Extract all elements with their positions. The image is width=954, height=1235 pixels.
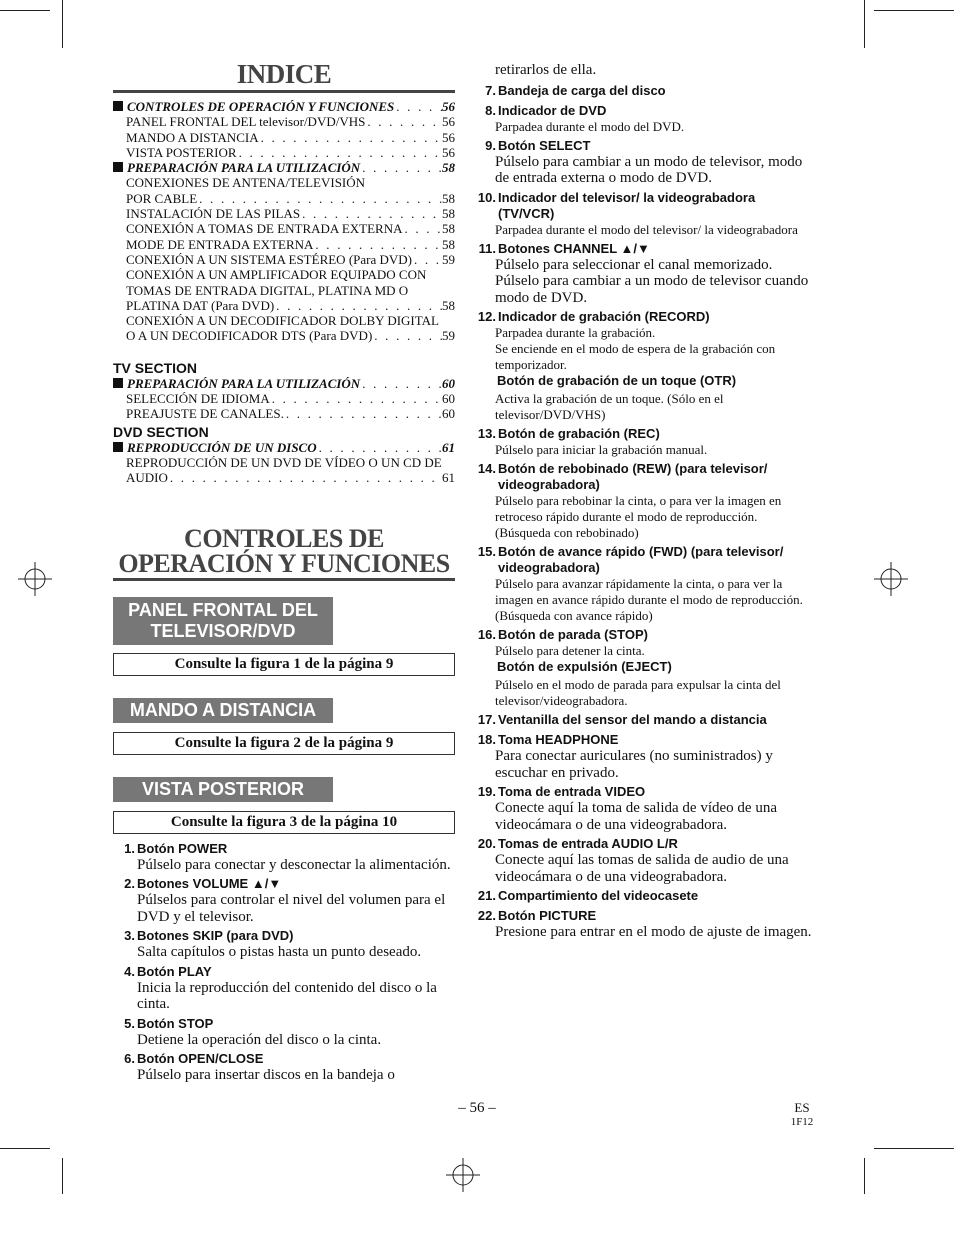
list-item: 5. Botón STOP Detiene la operación del disco o la cinta. (113, 1016, 455, 1049)
toc-entry[interactable]: INSTALACIÓN DE LAS PILAS . . . 58 (113, 206, 455, 221)
item-description: Parpadea durante el modo del televisor/ la videograbadora (495, 221, 798, 237)
panel-frontal-banner: PANEL FRONTAL DEL TELEVISOR/DVD (113, 597, 333, 645)
item-title: Botón de rebobinado (REW) (para televisor/ videograbadora) (498, 461, 768, 492)
item-description: Púlselo para cambiar a un modo de televisor, modo de entrada externa o modo de DVD. (495, 153, 803, 186)
list-item: 8. Indicador de DVD Parpadea durante el modo del DVD. (472, 103, 812, 135)
bullet-square-icon (113, 162, 123, 172)
item-description: Púlselo en el modo de parada para expulsar la cinta del televisor/videograbadora. (495, 677, 781, 708)
item-title: Botones CHANNEL ▲/▼ (498, 240, 650, 256)
item-title: Tomas de entrada AUDIO L/R (498, 836, 678, 851)
list-item: 15. Botón de avance rápido (FWD) (para televisor/ videograbadora) Púlselo para avanzar rápidamente la cinta, o para ver la imagen en avance rápido durante el modo de reproducción. (Búsqueda con avance rápido) (472, 544, 812, 624)
toc-entry[interactable]: VISTA POSTERIOR . . . 56 (113, 145, 455, 160)
item-title: Toma HEADPHONE (498, 732, 619, 747)
item-description: Para conectar auriculares (no suministrados) y escuchar en privado. (495, 748, 773, 781)
crop-mark (0, 1148, 50, 1149)
list-item: 14. Botón de rebobinado (REW) (para televisor/ videograbadora) Púlselo para rebobinar la cinta, o para ver la imagen en retroceso rápido durante el modo de reproducción. (Búsqueda con rebobinado) (472, 461, 812, 541)
item-title: Botón STOP (137, 1015, 214, 1031)
item-description: Púlselo para avanzar rápidamente la cinta, o para ver la imagen en avance rápido durante el modo de reproducción. (Búsqueda con avance rápido) (495, 576, 803, 623)
list-item: 2. Botones VOLUME ▲/▼ Púlselos para controlar el nivel del volumen para el DVD y el televisor. (113, 876, 455, 925)
bullet-square-icon (113, 378, 123, 388)
toc-entry[interactable]: O A UN DECODIFICADOR DTS (Para DVD) . . . 59 (113, 328, 455, 343)
toc-entry[interactable]: CONEXIÓN A UN SISTEMA ESTÉREO (Para DVD) . . . 59 (113, 252, 455, 267)
item-description: Púlselo para seleccionar el canal memorizado. Púlselo para cambiar a un modo de televisor cuando modo de DVD. (495, 256, 809, 306)
title-rule (113, 90, 455, 93)
crop-mark (864, 1158, 865, 1194)
item-description: Inicia la reproducción del contenido del disco o la cinta. (137, 979, 437, 1013)
toc-entry-text: REPRODUCCIÓN DE UN DVD DE VÍDEO O UN CD DE (126, 454, 442, 470)
toc-entry[interactable]: SELECCIÓN DE IDIOMA . . . 60 (113, 391, 455, 406)
indice-title: INDICE (236, 59, 332, 89)
list-item: 18. Toma HEADPHONE Para conectar auriculares (no suministrados) y escuchar en privado. (472, 732, 812, 781)
list-item: 4. Botón PLAY Inicia la reproducción del contenido del disco o la cinta. (113, 964, 455, 1013)
toc-entry-text: CONEXIÓN A UN DECODIFICADOR DOLBY DIGITAL (126, 313, 439, 329)
list-item: 22. Botón PICTURE Presione para entrar en el modo de ajuste de imagen. (472, 908, 812, 941)
item-title: Toma de entrada VIDEO (498, 784, 646, 799)
toc-entry[interactable]: PREPARACIÓN PARA LA UTILIZACIÓN . . . 60 (113, 376, 455, 391)
panel-frontal-reference: Consulte la figura 1 de la página 9 (113, 653, 455, 676)
item-title: Botón OPEN/CLOSE (137, 1051, 264, 1067)
item-description: Púlselo para iniciar la grabación manual. (495, 442, 708, 457)
item-title: Botones VOLUME ▲/▼ (137, 876, 282, 892)
item-title: Botones SKIP (para DVD) (137, 928, 294, 944)
toc-entry[interactable]: PLATINA DAT (Para DVD) . . . 58 (113, 298, 455, 313)
list-item: 13. Botón de grabación (REC) Púlselo para iniciar la grabación manual. (472, 426, 812, 458)
list-item: 17. Ventanilla del sensor del mando a distancia (477, 712, 767, 727)
list-item: 10. Indicador del televisor/ la videograbadora (TV/VCR) Parpadea durante el modo del televisor/ la videograbadora (472, 190, 812, 238)
controles-title: CONTROLES DE OPERACIÓN Y FUNCIONES (118, 523, 450, 578)
list-item: 3. Botones SKIP (para DVD) Salta capítulos o pistas hasta un punto deseado. (113, 928, 455, 961)
list-item: 9. Botón SELECT Púlselo para cambiar a un modo de televisor, modo de entrada externa o modo de DVD. (472, 138, 812, 187)
mando-distancia-banner: MANDO A DISTANCIA (113, 698, 333, 723)
bullet-square-icon (113, 442, 123, 452)
toc-entry[interactable]: PREPARACIÓN PARA LA UTILIZACIÓN . . . 58 (113, 160, 455, 175)
crop-mark (0, 10, 50, 11)
item-title: Bandeja de carga del disco (498, 82, 666, 98)
list-item: 19. Toma de entrada VIDEO Conecte aquí la toma de salida de vídeo de una videocámara o de una videograbadora. (472, 784, 812, 833)
crop-mark (62, 1158, 63, 1194)
tv-section-heading: TV SECTION (113, 359, 198, 376)
item-description: Presione para entrar en el modo de ajuste de imagen. (495, 924, 812, 940)
item-description: Púlselo para rebobinar la cinta, o para ver la imagen en retroceso rápido durante el modo de reproducción. (Búsqueda con rebobinado) (495, 493, 782, 540)
vista-posterior-reference: Consulte la figura 3 de la página 10 (113, 811, 455, 834)
crop-mark (874, 1148, 954, 1149)
toc-entry[interactable]: PANEL FRONTAL DEL televisor/DVD/VHS . . . 56 (113, 114, 455, 129)
item-subtitle: Botón de grabación de un toque (OTR) (497, 373, 737, 388)
item-title: Botón de parada (STOP) (498, 627, 648, 642)
item-description: Púlselo para conectar y desconectar la alimentación. (137, 856, 451, 873)
page-number: – 56 – (458, 1100, 496, 1116)
toc-entry-text: CONEXIONES DE ANTENA/TELEVISIÓN (126, 175, 366, 191)
item-description: Salta capítulos o pistas hasta un punto deseado. (137, 944, 422, 961)
toc-entry-text: CONEXIÓN A UN AMPLIFICADOR EQUIPADO CON (126, 267, 427, 283)
item-description: Parpadea durante el modo del DVD. (495, 118, 685, 134)
toc-entry-text: TOMAS DE ENTRADA DIGITAL, PLATINA MD O (126, 282, 409, 298)
item-description: Parpadea durante la grabación. (495, 325, 656, 340)
toc-entry[interactable]: MANDO A DISTANCIA . . . 56 (113, 130, 455, 145)
item-title: Ventanilla del sensor del mando a distancia (498, 712, 767, 727)
item-description: Conecte aquí las tomas de salida de audio de una videocámara o de una videograbadora. (495, 852, 789, 885)
toc-entry[interactable]: CONTROLES DE OPERACIÓN Y FUNCIONES . . . 56 (113, 99, 455, 114)
item-title: Compartimiento del videocasete (498, 888, 699, 903)
function-list-left (113, 841, 455, 1084)
language-code: ES 1F12 (790, 1100, 814, 1128)
list-item: 1. Botón POWER Púlselo para conectar y desconectar la alimentación. (113, 841, 455, 874)
item-title: Botón POWER (137, 840, 228, 856)
registration-mark-icon (874, 562, 908, 596)
crop-mark (864, 0, 865, 48)
item-description: Se enciende en el modo de espera de la grabación con temporizador. (495, 341, 776, 372)
toc-entry[interactable]: CONEXIÓN A TOMAS DE ENTRADA EXTERNA . . . 58 (113, 221, 455, 236)
item-description: Detiene la operación del disco o la cinta. (137, 1031, 382, 1048)
title-rule (113, 578, 455, 581)
item-description: Púlselo para insertar discos en la bandeja o (137, 1067, 395, 1084)
list-item: 21. Compartimiento del videocasete (477, 888, 699, 903)
vista-posterior-banner: VISTA POSTERIOR (113, 777, 333, 802)
item-title: Botón PICTURE (498, 908, 597, 923)
item-description: Activa la grabación de un toque. (Sólo en el televisor/DVD/VHS) (495, 391, 724, 422)
right-column (472, 62, 812, 941)
list-item: 16. Botón de parada (STOP) Púlselo para detener la cinta. Botón de expulsión (EJECT) Púlselo en el modo de parada para expulsar la cinta del televisor/videograbadora. (472, 627, 812, 709)
item-description: Púlselos para controlar el nivel del volumen para el DVD y el televisor. (137, 892, 446, 925)
item-title: Indicador de DVD (498, 102, 607, 118)
mando-distancia-reference: Consulte la figura 2 de la página 9 (113, 732, 455, 755)
toc-entry[interactable]: MODE DE ENTRADA EXTERNA . . . 58 (113, 237, 455, 252)
list-item: 6. Botón OPEN/CLOSE Púlselo para insertar discos en la bandeja o (113, 1051, 455, 1084)
bullet-square-icon (113, 101, 123, 111)
toc-entry[interactable]: REPRODUCCIÓN DE UN DISCO . . . 61 (113, 440, 455, 455)
list-item: 11. Botones CHANNEL ▲/▼ Púlselo para seleccionar el canal memorizado. Púlselo para cambiar a un modo de televisor cuando modo de DVD. (472, 241, 812, 307)
dvd-section-heading: DVD SECTION (113, 423, 209, 440)
toc-entry[interactable]: POR CABLE . . . 58 (113, 191, 455, 206)
registration-mark-icon (446, 1158, 480, 1192)
item-title: Indicador de grabación (RECORD) (498, 309, 710, 324)
item-title: Botón SELECT (498, 137, 591, 153)
toc-entry[interactable]: PREAJUSTE DE CANALES. . . . 60 (113, 406, 455, 421)
item-description: retirarlos de ella. (495, 62, 597, 78)
crop-mark (874, 10, 954, 11)
item-description: Púlselo para detener la cinta. (495, 643, 645, 658)
item-subtitle: Botón de expulsión (EJECT) (497, 659, 672, 674)
left-column (113, 58, 455, 1084)
registration-mark-icon (18, 562, 52, 596)
list-item: 12. Indicador de grabación (RECORD) Parpadea durante la grabación. Se enciende en el modo de espera de la grabación con temporizador. Botón de grabación de un toque (OTR) Activa la grabación de un toque. (Sólo en el televisor/DVD/VHS) (472, 309, 812, 423)
item-description: Conecte aquí la toma de salida de vídeo de una videocámara o de una videograbadora. (495, 800, 777, 833)
item-title: Indicador del televisor/ la videograbadora (TV/VCR) (498, 189, 756, 221)
toc-entry[interactable]: AUDIO . . . 61 (113, 470, 455, 485)
list-item: 7. Bandeja de carga del disco (485, 82, 666, 98)
item-title: Botón de grabación (REC) (498, 426, 660, 441)
table-of-contents (113, 99, 455, 344)
crop-mark (62, 0, 63, 48)
list-item: 20. Tomas de entrada AUDIO L/R Conecte aquí las tomas de salida de audio de una videocámara o de una videograbadora. (472, 836, 812, 885)
item-title: Botón de avance rápido (FWD) (para televisor/ videograbadora) (498, 544, 784, 575)
item-title: Botón PLAY (137, 963, 212, 979)
